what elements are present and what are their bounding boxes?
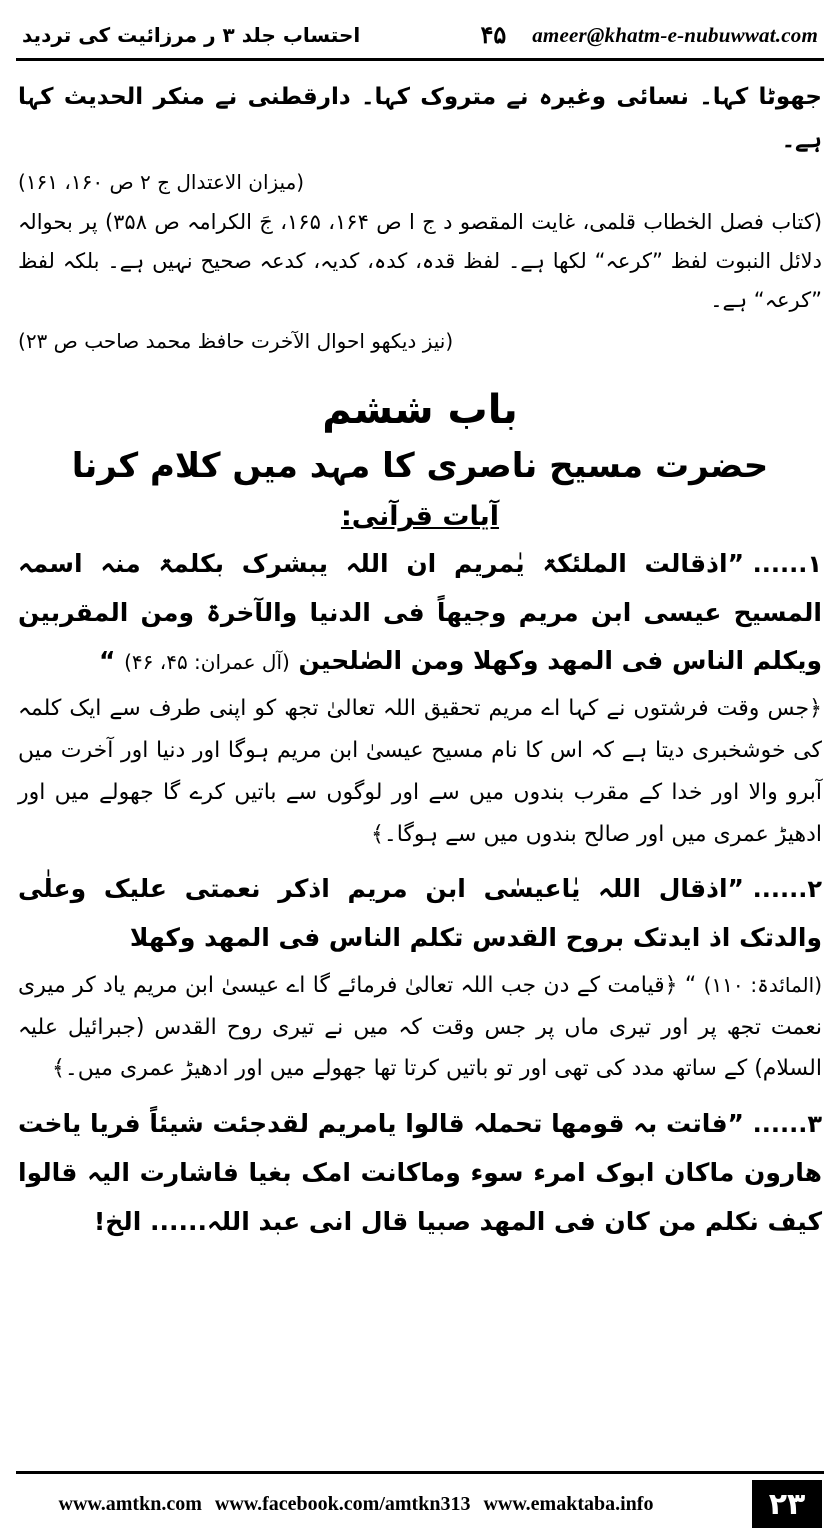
section-heading: آیات قرآنی:: [340, 500, 500, 532]
item-marker: ۲......: [752, 875, 822, 904]
arabic-quote: [18, 1100, 822, 1246]
item-marker: ۱......: [752, 549, 822, 578]
header-divider: [16, 58, 824, 61]
arabic-quote: [18, 540, 822, 686]
close-quote: “: [98, 646, 116, 676]
page-footer: [0, 1476, 840, 1532]
urdu-translation: ﴿جس وقت فرشتوں نے کہا اے مریم تحقیق اللہ تعالیٰ تجھ کو اپنی طرف سے ایک کلمہ کی خوشخبری دیتا ہے کہ اس کا نام مسیح عیسیٰ ابن مریم ہوگا اور دنیا اور آخرت میں آبرو والا اور خدا کے مقرب بندوں میں سے اور لوگوں سے باتیں کرے گا جھولے میں اور ادھیڑ عمری میں اور صالح بندوں میں سے ہوگا۔﴾: [18, 696, 822, 847]
chapter-heading-block: [18, 384, 822, 491]
arabic-text: ”اذقالت الملئکۃ یٰمریم ان اللہ یبشرک بکلمۃ منہ اسمہ المسیح عیسی ابن مریم وجیھاً فی الدنیا والآخرۃ ومن المقربین ویکلم الناس فی المھد وکھلا ومن الصٰلحین: [18, 548, 822, 676]
reference-1: (میزان الاعتدال ج ۲ ص ۱۶۰، ۱۶۱): [18, 170, 305, 195]
reference-2: (نیز دیکھو احوال الآخرت حافظ محمد صاحب ص ۲۳): [18, 328, 454, 353]
footer-link-website[interactable]: www.amtkn.com: [58, 1492, 202, 1515]
quran-item: [18, 1100, 822, 1246]
footer-divider: [16, 1471, 824, 1474]
footer-links: [0, 1493, 752, 1516]
translation-text: ﴿قیامت کے دن جب اللہ تعالیٰ فرمائے گا اے عیسیٰ ابن مریم یاد کر میری نعمت تجھ پر اور تیری ماں پر جس وقت کہ میں نے تیری روح القدس (جبرائیل علیہ السلام) کے ساتھ مدد کی تھی اور تو باتیں کرتا تھا جھولے میں اور ادھیڑ عمری میں۔﴾: [18, 972, 822, 1082]
arabic-text: ”اذقال اللہ یٰاعیسٰی ابن مریم اذکر نعمتی علیک وعلٰی والدتک اذ ایدتک بروح القدس تکلم الناس فی المھد وکھلا: [18, 874, 822, 953]
chapter-title: حضرت مسیح ناصری کا مہد میں کلام کرنا: [71, 445, 769, 486]
chapter-number: باب ششم: [322, 386, 518, 433]
urdu-translation: [18, 965, 822, 1090]
item-marker: ۳......: [752, 1110, 822, 1139]
header-email: ameer@khatm-e-nubuwwat.com: [532, 22, 818, 47]
quran-item: [18, 865, 822, 1090]
arabic-quote: [18, 865, 822, 963]
ayah-reference: (آل عمران: ۴۵، ۴۶): [124, 650, 290, 675]
header-book-title: احتساب جلد ۳ ر مرزائیت کی تردید: [22, 23, 361, 47]
paragraph-2: (کتاب فصل الخطاب قلمی، غایت المقصو د ج ا ص ۱۶۴، ۱۶۵، جَ الکرامہ ص ۳۵۸) پر بحوالہ دلائل النبوت لفظ ”کرعہ“ لکھا ہے۔ لفظ قدہ، کدہ، کدیہ، کدعہ صحیح نہیں ہے۔ بلکہ لفظ ”کرعہ“ ہے۔: [18, 210, 823, 312]
page-header: [0, 14, 840, 56]
ayah-reference: (المائدۃ: ۱۱۰): [703, 972, 822, 997]
page-number-badge: ۲۳: [752, 1480, 822, 1528]
footer-link-emaktaba[interactable]: www.emaktaba.info: [483, 1492, 654, 1515]
close-quote: “: [684, 972, 697, 998]
page-content: [18, 70, 822, 1450]
quran-item: [18, 540, 822, 855]
header-page-number: ۴۵: [480, 22, 507, 49]
arabic-text: ”فاتت بہ قومھا تحملہ قالوا یامریم لقدجئت شیئاً فریا یاخت ھارون ماکان ابوک امرء سوء وماکانت امک بغیا فاشارت الیہ قالوا کیف نکلم من کان فی المھد صبیا قال انی عبد اللہ...... الخ!: [18, 1109, 822, 1236]
footer-link-facebook[interactable]: www.facebook.com/amtkn313: [214, 1492, 471, 1515]
paragraph-1: جھوٹا کہا۔ نسائی وغیرہ نے متروک کہا۔ دارقطنی نے منکر الحدیث کہا ہے۔: [18, 84, 822, 153]
